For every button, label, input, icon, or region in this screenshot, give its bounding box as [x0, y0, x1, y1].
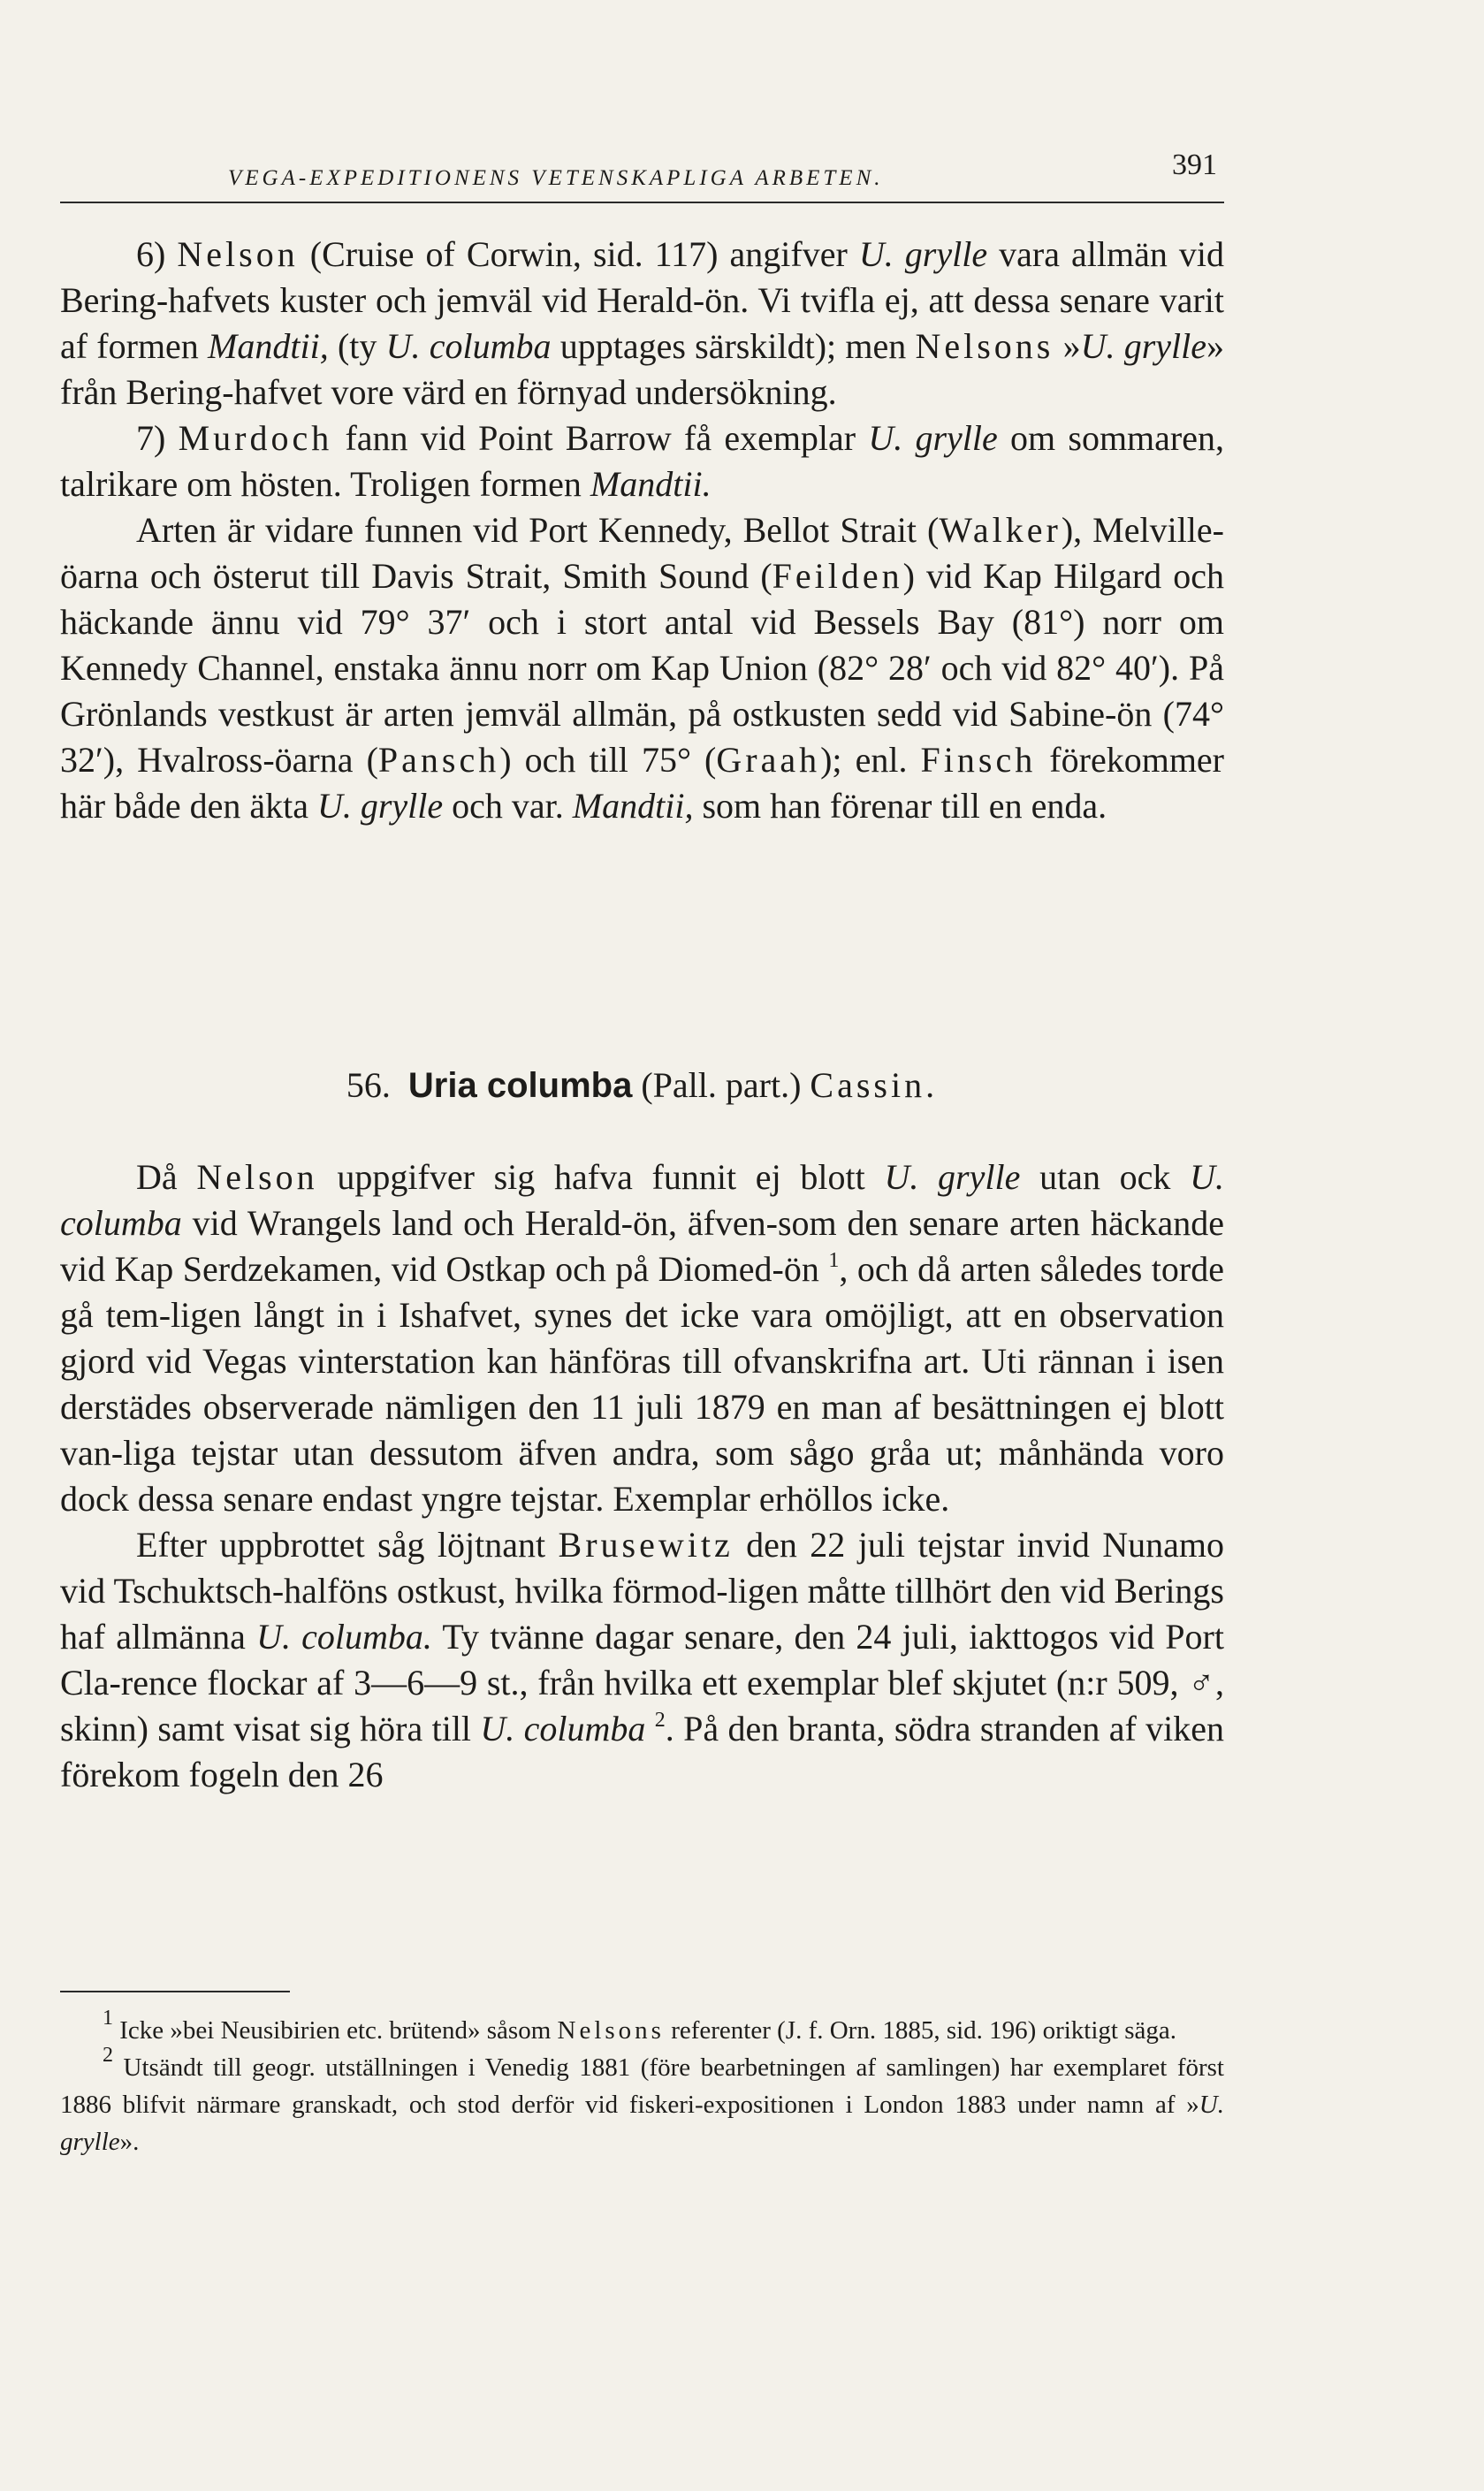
page-number: 391 — [1172, 149, 1217, 181]
footnote-2: $^2$ Utsändt till geogr. utställningen i Venedig 1881 (före bearbetningen af samlingen) har exemplaret först 1886 blifvit närmare granskadt, och stod derför vid fiskeri-expositionen i London 1883 under namn af »U. grylle». — [60, 2044, 1224, 2156]
paragraph-brusewitz: Efter uppbrottet såg löjtnant Brusewitz den 22 juli tejstar invid Nunamo vid Tschuktsch-halföns ostkust, hvilka förmod-ligen måtte tillhört den vid Berings haf allmänna U. columba. Ty tvänne dagar senare, den 24 juli, iakttogos vid Port Cla-rence flockar af 3—6—9 st., från hvilka ett exemplar blef skjutet (n:r 509, ♂, skinn) samt visat sig höra till U. columba $^2$. På den branta, södra stranden af viken förekom fogeln den 26 — [60, 1525, 1225, 1794]
section-heading — [60, 1064, 1224, 1106]
paragraph-nelson-columba: Då Nelson uppgifver sig hafva funnit ej blott U. grylle utan ock U. columba vid Wrangels land och Herald-ön, äfven-som den senare arten häckande vid Kap Serdzekamen, vid Ostkap och på Diomed-ön $^1$, och då arten således torde gå tem-ligen långt in i Ishafvet, synes det icke vara omöjligt, att en observation gjord vid Vegas vinterstation kan hänföras till ofvanskrifna art. Uti rännan i isen derstädes observerade nämligen den 11 juli 1879 en man af besättningen ej blott van-liga tejstar utan dessutom äfven andra, som sågo gråa ut; månhända voro dock dessa senare endast yngre tejstar. Exemplar erhöllos icke. — [60, 1157, 1225, 1519]
body-text-lower — [60, 1154, 1224, 1798]
running-head: VEGA-EXPEDITIONENS VETENSKAPLIGA ARBETEN. — [228, 166, 884, 190]
footnotes — [60, 2007, 1224, 2160]
section-author-2: Cassin. — [810, 1065, 939, 1105]
footnote-marker-1: 1 — [103, 2007, 113, 2030]
paragraph-murdoch-note: 7) Murdoch fann vid Point Barrow få exemplar U. grylle om sommaren, talrikare om hösten. Troligen formen Mandtii. — [60, 418, 1225, 504]
paragraph-distribution: Arten är vidare funnen vid Port Kennedy, Bellot Strait (Walker), Melville-öarna och österut till Davis Strait, Smith Sound (Feilden) vid Kap Hilgard och häckande ännu vid 79° 37′ och i stort antal vid Bessels Bay (81°) norr om Kennedy Channel, enstaka ännu norr om Kap Union (82° 28′ och vid 82° 40′). På Grönlands vestkust är arten jemväl allmän, på ostkusten sedd vid Sabine-ön (74° 32′), Hvalross-öarna (Pansch) och till 75° (Graah); enl. Finsch förekommer här både den äkta U. grylle och var. Mandtii, som han förenar till en enda. — [60, 510, 1225, 826]
footnote-ref-2[interactable]: 2 — [654, 1709, 666, 1732]
male-symbol-icon: ♂ — [1188, 1663, 1216, 1703]
page-header — [60, 141, 1224, 203]
footnote-ref-1[interactable]: 1 — [828, 1249, 840, 1272]
header-rule — [60, 202, 1224, 203]
footnote-1: $^1$ Icke »bei Neusibirien etc. brütend» såsom Nelsons referenter (J. f. Orn. 1885, sid. 196) oriktigt säga. — [103, 2007, 1177, 2045]
section-author-1: (Pall. part.) — [641, 1065, 802, 1105]
body-text-upper — [60, 232, 1224, 829]
footnote-rule — [60, 1991, 290, 1992]
species-name: Uria columba — [407, 1066, 633, 1105]
section-number: 56. — [346, 1065, 391, 1105]
paragraph-nelson-note: 6) Nelson (Cruise of Corwin, sid. 117) angifver U. grylle vara allmän vid Bering-hafvets kuster och jemväl vid Herald-ön. Vi tvifla ej, att dessa senare varit af formen Mandtii, (ty U. columba upptages särskildt); men Nelsons »U. grylle» från Bering-hafvet vore värd en förnyad undersökning. — [60, 234, 1225, 412]
footnote-marker-2: 2 — [103, 2044, 113, 2067]
